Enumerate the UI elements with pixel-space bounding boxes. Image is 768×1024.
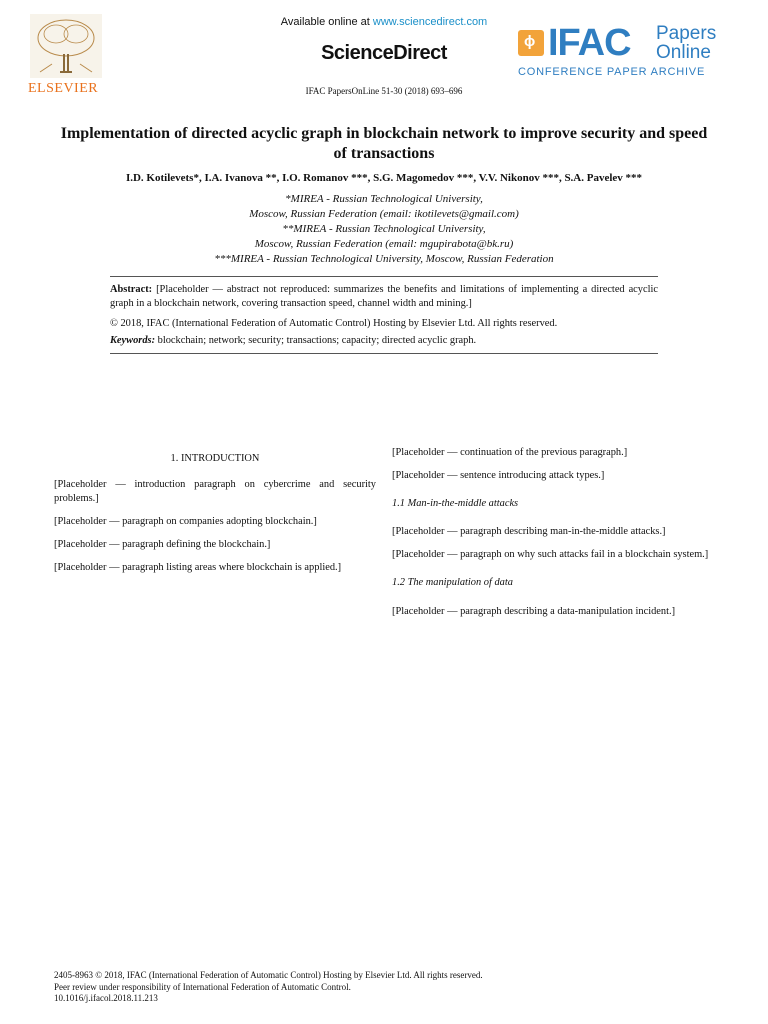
ifac-wordmark: IFAC xyxy=(548,22,631,64)
copyright-notice: © 2018, IFAC (International Federation of Automatic Control) Hosting by Elsevier Ltd. All rights reserved. xyxy=(110,317,558,329)
paper-title: Implementation of directed acyclic graph in blockchain network to improve security and speed of transactions xyxy=(60,125,708,162)
keywords-label: Keywords: xyxy=(110,334,156,346)
keywords-text: blockchain; network; security; transactions; capacity; directed acyclic graph. xyxy=(157,334,477,346)
available-prefix: Available online at xyxy=(280,16,373,28)
ifac-logo xyxy=(518,22,750,86)
abstract-text: [Placeholder — abstract not reproduced: summarizes the benefits and limitations of implementing a directed acyclic graph in a blockchain network, covering transaction speed, channel width and mining.] xyxy=(110,284,658,310)
body-paragraph: [Placeholder — paragraph describing man-in-the-middle attacks.] xyxy=(392,526,666,538)
affiliation-line: Moscow, Russian Federation (email: ikotilevets@gmail.com) xyxy=(249,208,519,220)
affiliation-line: ***MIREA - Russian Technological University, Moscow, Russian Federation xyxy=(214,253,554,265)
ifac-online-word: Online xyxy=(656,42,711,63)
title-block xyxy=(60,124,708,267)
sciencedirect-wordmark: ScienceDirect xyxy=(321,42,447,64)
section-heading: 1. INTRODUCTION xyxy=(170,453,260,464)
journal-citation: IFAC PapersOnLine 51-30 (2018) 693–696 xyxy=(305,86,463,96)
sciencedirect-link[interactable]: www.sciencedirect.com xyxy=(372,16,488,28)
affiliations xyxy=(60,192,708,267)
body-paragraph: [Placeholder — paragraph on companies adopting blockchain.] xyxy=(54,516,317,528)
body-paragraph: [Placeholder — introduction paragraph on cybercrime and security problems.] xyxy=(54,479,376,505)
footer-issn: 2405-8963 © 2018, IFAC (International Federation of Automatic Control) Hosting by Elsevier Ltd. All rights reserved. xyxy=(54,970,483,980)
affiliation-line: Moscow, Russian Federation (email: mgupirabota@bk.ru) xyxy=(254,238,514,250)
body-paragraph: [Placeholder — paragraph on why such attacks fail in a blockchain system.] xyxy=(392,549,709,561)
ifac-papers-word: Papers xyxy=(656,23,717,44)
body-paragraph: [Placeholder — paragraph listing areas where blockchain is applied.] xyxy=(54,562,342,574)
abstract-block xyxy=(110,276,658,354)
body-paragraph: [Placeholder — paragraph defining the blockchain.] xyxy=(54,539,271,551)
footer-peer-review: Peer review under responsibility of International Federation of Automatic Control. xyxy=(54,981,351,992)
page-footer xyxy=(54,970,714,1005)
elsevier-wordmark: ELSEVIER xyxy=(28,81,99,96)
abstract-label: Abstract: xyxy=(110,284,153,295)
ifac-archive-label: CONFERENCE PAPER ARCHIVE xyxy=(518,66,706,78)
subsection-heading: 1.2 The manipulation of data xyxy=(392,577,513,589)
body-paragraph: [Placeholder — continuation of the previous paragraph.] xyxy=(392,447,628,458)
affiliation-line: **MIREA - Russian Technological University, xyxy=(282,223,486,235)
page-header xyxy=(0,0,768,100)
abstract xyxy=(110,283,658,312)
body-paragraph: [Placeholder — sentence introducing attack types.] xyxy=(392,470,605,482)
ifac-papers-online xyxy=(656,24,716,62)
subsection-heading: 1.1 Man-in-the-middle attacks xyxy=(392,498,519,510)
ifac-badge-glyph: ϕ xyxy=(524,33,536,50)
ifac-badge-icon xyxy=(518,30,544,56)
affiliation-line: *MIREA - Russian Technological University, xyxy=(285,193,483,205)
right-column xyxy=(392,446,714,628)
left-column xyxy=(54,446,376,585)
footer-doi[interactable]: 10.1016/j.ifacol.2018.11.213 xyxy=(54,993,158,1003)
body-paragraph: [Placeholder — paragraph describing a data-manipulation incident.] xyxy=(392,605,676,617)
author-list: I.D. Kotilevets*, I.A. Ivanova **, I.O. Romanov ***, S.G. Magomedov ***, V.V. Nikonov ***, S.A. Pavelev *** xyxy=(125,172,643,184)
keywords xyxy=(110,335,658,346)
